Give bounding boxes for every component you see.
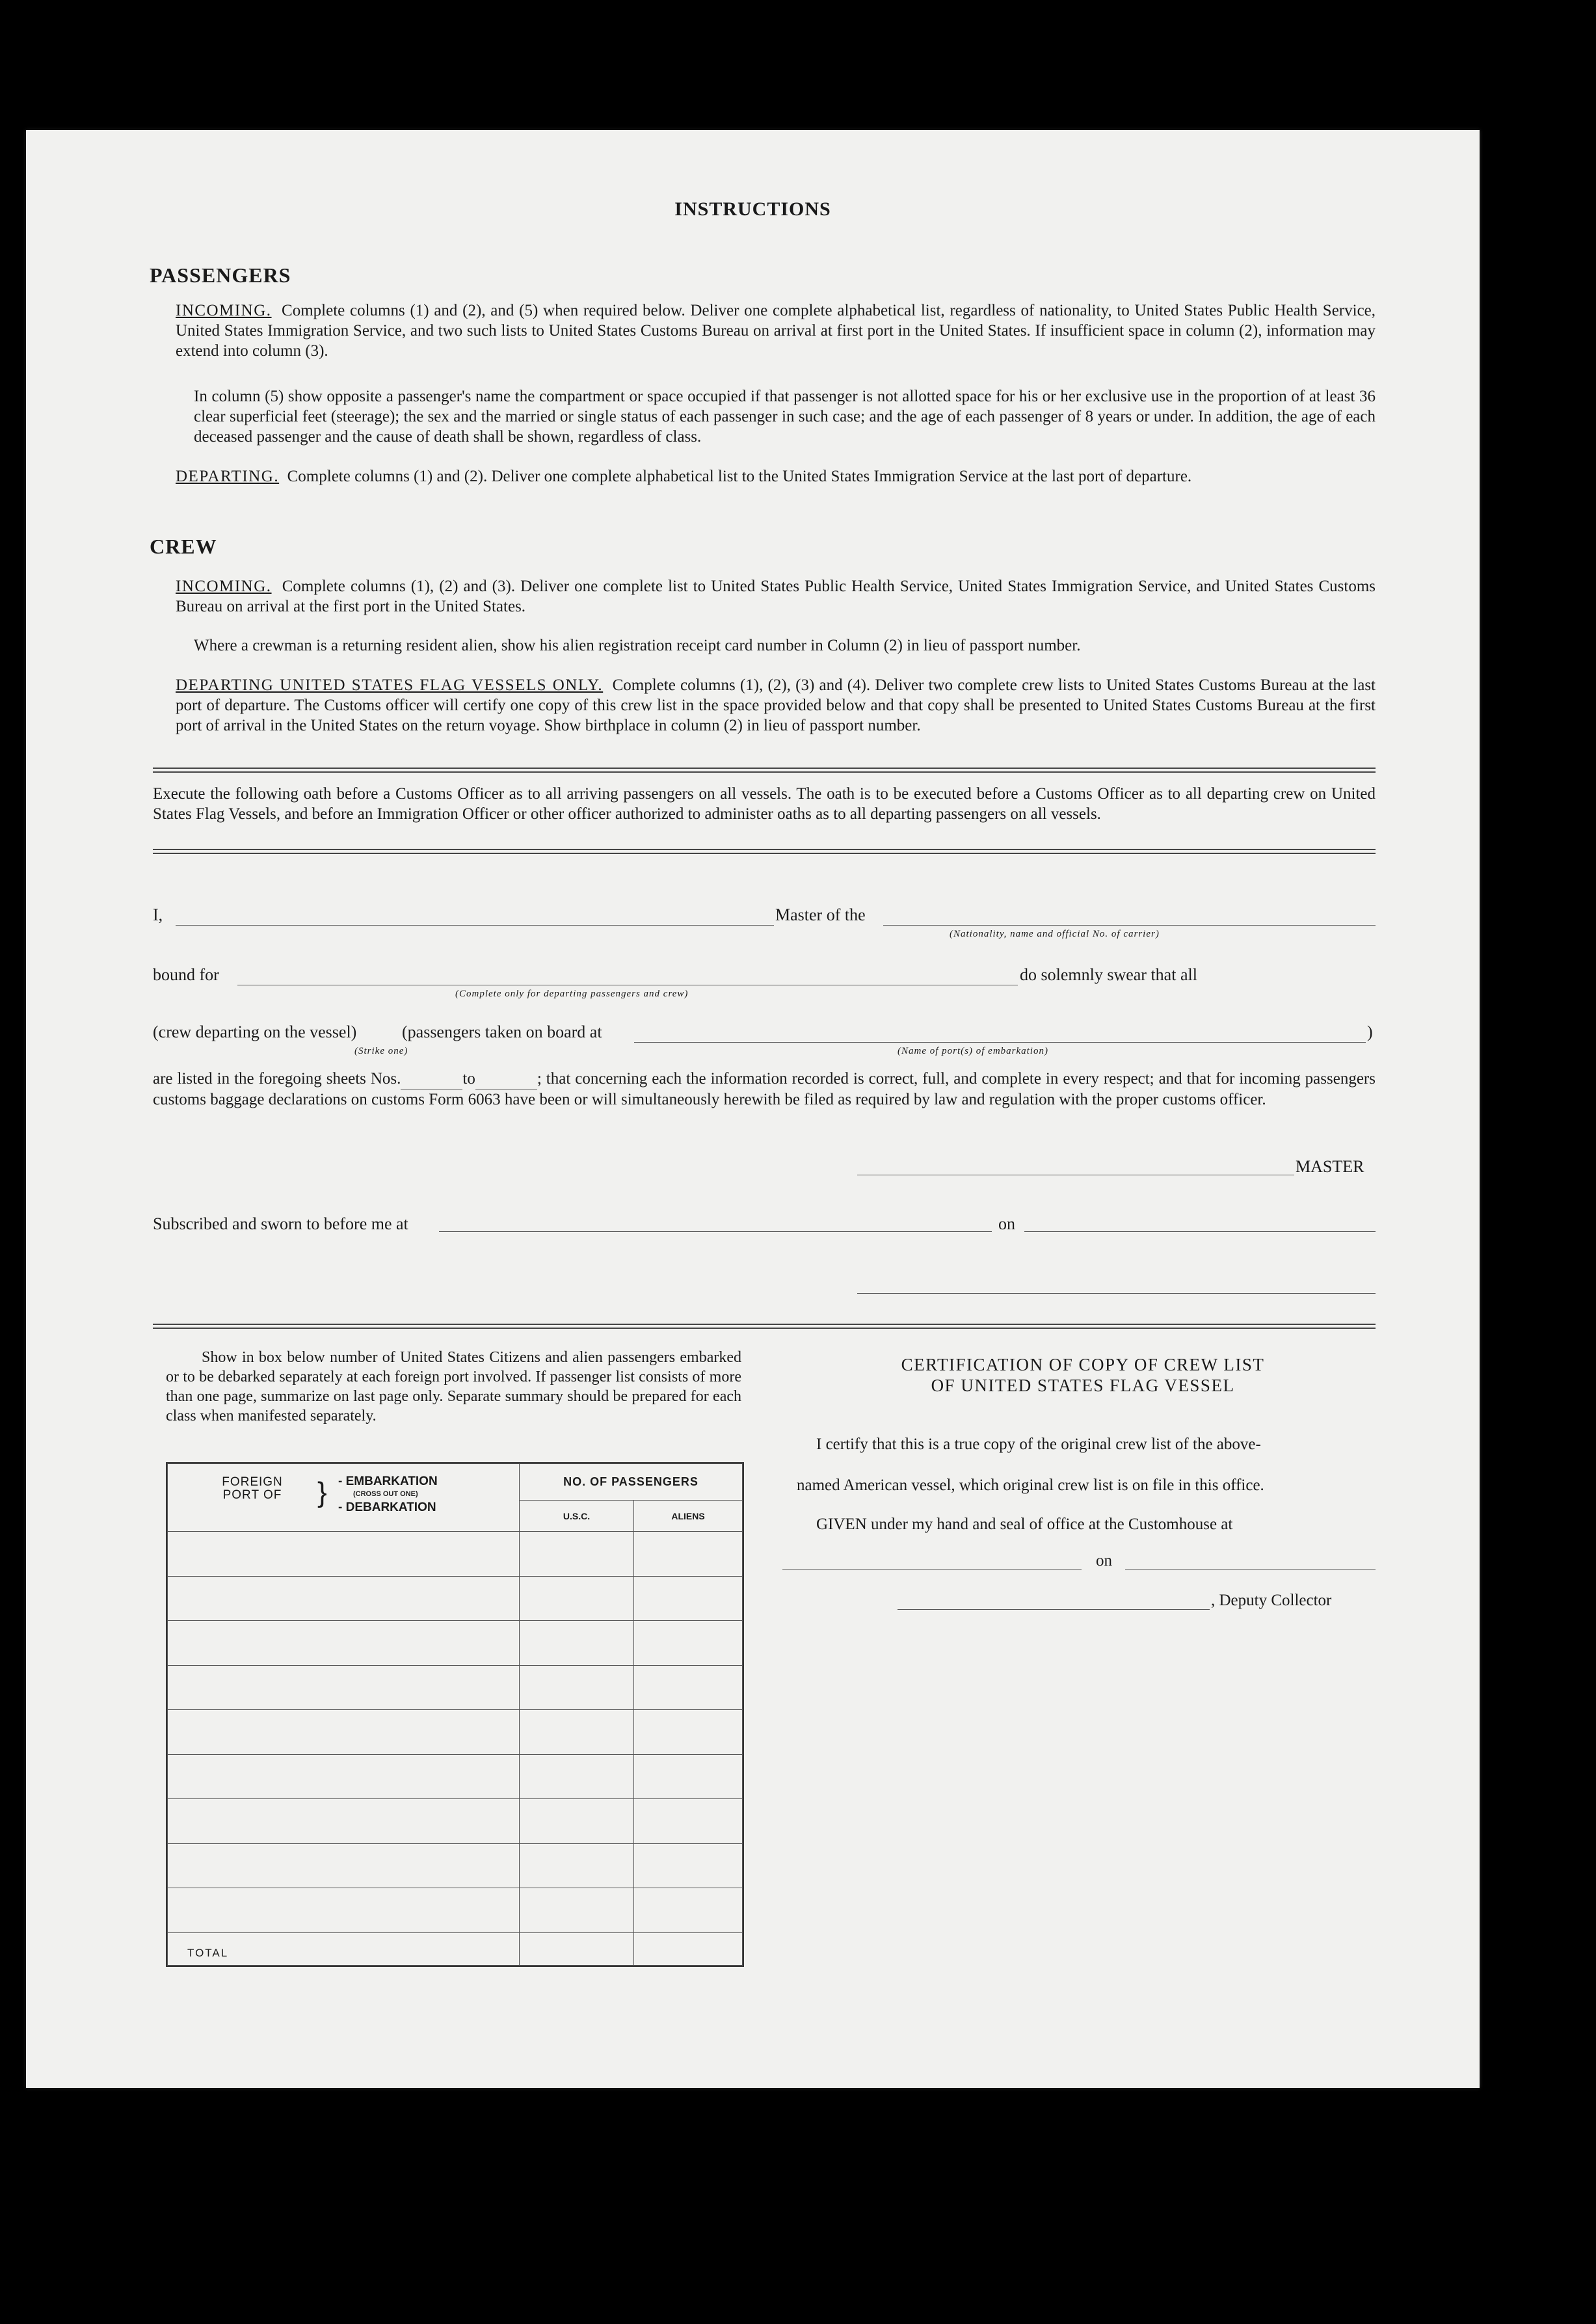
certification-heading <box>790 1354 1376 1396</box>
deputy-collector-label: , Deputy Collector <box>1211 1592 1332 1609</box>
certify-line1: I certify that this is a true copy of the original crew list of the above- <box>816 1436 1261 1453</box>
table-row <box>168 1576 743 1621</box>
passengers-count-header: NO. OF PASSENGERS <box>520 1464 743 1501</box>
table-row <box>168 1888 743 1933</box>
total-row <box>168 1933 743 1966</box>
port-cell[interactable] <box>168 1532 520 1577</box>
passengers-column5-paragraph: In column (5) show opposite a passenger's name the compartment or space occupied if that passenger is not allotted space for his or her exclusive use in the proportion of at least 36 clear superficial feet (steerage); the sex and the married or single status of each passenger in such case; and the age of each passenger of 8 years or under. In addition, the age of each deceased passenger and the cause of death shall be shown, regardless of class. <box>194 388 1376 446</box>
master-of-label: Master of the <box>775 905 866 924</box>
port-cell[interactable] <box>168 1754 520 1799</box>
passengers-incoming-text: Complete columns (1) and (2), and (5) when required below. Deliver one complete alphabetical list, regardless of nationality, to United States Public Health Service, United States Immigration Service, and two such lists to United States Customs Bureau on arrival at first port in the United States. If insufficient space in column (2), information may extend into column (3). <box>176 302 1376 360</box>
crew-heading: CREW <box>150 535 217 558</box>
close-paren: ) <box>1367 1022 1373 1041</box>
listed-sheets-remainder: ; that concerning each the information recorded is correct, full, and complete in every respect; and that for incoming passengers customs baggage declarations on customs Form 6063 have been or will simultaneously herewith be filed as required by law and regulation with the proper customs officer. <box>153 1070 1376 1108</box>
usc-header: U.S.C. <box>520 1501 634 1532</box>
aliens-cell[interactable] <box>634 1710 743 1755</box>
certification-heading-line2: OF UNITED STATES FLAG VESSEL <box>931 1376 1235 1395</box>
table-row <box>168 1665 743 1710</box>
crew-departing-lead: DEPARTING UNITED STATES FLAG VESSELS ONLY. <box>176 676 604 694</box>
usc-cell[interactable] <box>520 1710 634 1755</box>
aliens-cell[interactable] <box>634 1576 743 1621</box>
cross-out-label: (CROSS OUT ONE) <box>353 1490 418 1498</box>
table-row <box>168 1754 743 1799</box>
strike-caption: (Strike one) <box>354 1046 408 1056</box>
table-row <box>168 1799 743 1844</box>
master-label: MASTER <box>1296 1157 1364 1176</box>
port-cell[interactable] <box>168 1710 520 1755</box>
table-row <box>168 1843 743 1888</box>
sheet-to-field[interactable] <box>475 1069 537 1089</box>
port-cell[interactable] <box>168 1799 520 1844</box>
port-cell[interactable] <box>168 1576 520 1621</box>
divider-rule <box>153 849 1376 854</box>
usc-cell[interactable] <box>520 1754 634 1799</box>
aliens-cell[interactable] <box>634 1888 743 1933</box>
aliens-total-cell[interactable] <box>634 1933 743 1966</box>
passengers-taken-option[interactable]: (passengers taken on board at <box>402 1022 602 1041</box>
port-header-cell <box>168 1464 520 1532</box>
usc-total-cell[interactable] <box>520 1933 634 1966</box>
embarkation-ports-field[interactable] <box>634 1042 1366 1043</box>
certification-heading-line1: CERTIFICATION OF COPY OF CREW LIST <box>901 1355 1265 1374</box>
usc-cell[interactable] <box>520 1799 634 1844</box>
passengers-incoming-paragraph <box>176 301 1376 361</box>
aliens-cell[interactable] <box>634 1621 743 1666</box>
crew-resident-paragraph: Where a crewman is a returning resident alien, show his alien registration receipt card number in Column (2) in lieu of passport number. <box>194 637 1081 654</box>
aliens-cell[interactable] <box>634 1843 743 1888</box>
crew-departing-option[interactable]: (crew departing on the vessel) <box>153 1022 357 1041</box>
crew-departing-paragraph <box>176 675 1376 736</box>
usc-cell[interactable] <box>520 1576 634 1621</box>
certify-line3: GIVEN under my hand and seal of office at the Customhouse at <box>816 1516 1233 1533</box>
total-label: TOTAL <box>168 1933 520 1966</box>
passengers-heading: PASSENGERS <box>150 263 291 287</box>
certify-line2: named American vessel, which original crew list is on file in this office. <box>797 1476 1264 1494</box>
subscribed-label: Subscribed and sworn to before me at <box>153 1214 408 1233</box>
passenger-summary-table <box>166 1462 744 1967</box>
bound-for-label: bound for <box>153 965 219 984</box>
passengers-departing-lead: DEPARTING. <box>176 468 280 485</box>
divider-rule <box>153 1324 1376 1329</box>
sheet-from-field[interactable] <box>401 1069 462 1089</box>
master-name-field[interactable] <box>176 925 774 926</box>
brace-icon: } <box>317 1476 327 1508</box>
carrier-caption: (Nationality, name and official No. of carrier) <box>950 929 1160 939</box>
table-row <box>168 1621 743 1666</box>
debarkation-option[interactable]: - DEBARKATION <box>338 1501 436 1514</box>
aliens-cell[interactable] <box>634 1665 743 1710</box>
certify-on-label: on <box>1096 1552 1112 1569</box>
sworn-date-field[interactable] <box>1024 1231 1376 1232</box>
oath-instructions-paragraph: Execute the following oath before a Customs Officer as to all arriving passengers on all vessels. The oath is to be executed before a Customs Officer as to all departing crew on United States Flag Vessels, and before an Immigration Officer or other officer authorized to administer oaths as to all departing passengers on all vessels. <box>153 785 1376 823</box>
usc-cell[interactable] <box>520 1665 634 1710</box>
summary-grid <box>167 1463 743 1966</box>
passengers-departing-paragraph <box>176 466 1376 487</box>
crew-incoming-lead: INCOMING. <box>176 578 272 595</box>
officer-signature-field[interactable] <box>857 1293 1376 1294</box>
crew-incoming-paragraph <box>176 576 1376 617</box>
passengers-incoming-lead: INCOMING. <box>176 302 272 319</box>
aliens-cell[interactable] <box>634 1754 743 1799</box>
deputy-signature-field[interactable] <box>898 1609 1210 1610</box>
document-page <box>26 130 1480 2088</box>
embarkation-option[interactable]: - EMBARKATION <box>338 1475 438 1488</box>
foreign-port-label: FOREIGN PORT OF <box>222 1475 283 1502</box>
listed-sheets-text: are listed in the foregoing sheets Nos. <box>153 1070 401 1088</box>
port-cell[interactable] <box>168 1621 520 1666</box>
sworn-on-label: on <box>998 1214 1015 1233</box>
solemnly-swear-label: do solemnly swear that all <box>1020 965 1197 984</box>
summary-instructions: Show in box below number of United States Citizens and alien passengers embarked or to be debarked separately at each foreign port involved. If passenger list consists of more than one page, summarize on last page only. Separate summary should be prepared for each class when manifested separately. <box>166 1349 741 1424</box>
bound-for-caption: (Complete only for departing passengers and crew) <box>455 989 689 999</box>
table-row <box>168 1710 743 1755</box>
carrier-field[interactable] <box>883 925 1376 926</box>
port-cell[interactable] <box>168 1665 520 1710</box>
port-cell[interactable] <box>168 1843 520 1888</box>
ports-caption: (Name of port(s) of embarkation) <box>898 1046 1048 1056</box>
divider-rule <box>153 768 1376 773</box>
aliens-cell[interactable] <box>634 1532 743 1577</box>
crew-departing-text: Complete columns (1), (2), (3) and (4). Deliver two complete crew lists to United States Customs Bureau at the last port of departure. The Customs officer will certify one copy of this crew list in the space provided below and that copy shall be presented to United States Customs Bureau at the first port of arrival in the United States on the return voyage. Show birthplace in column (2) in lieu of passport number. <box>176 676 1376 734</box>
usc-cell[interactable] <box>520 1621 634 1666</box>
port-cell[interactable] <box>168 1888 520 1933</box>
aliens-cell[interactable] <box>634 1799 743 1844</box>
listed-to-label: to <box>462 1070 475 1088</box>
page-title: INSTRUCTIONS <box>674 198 831 220</box>
passengers-departing-text: Complete columns (1) and (2). Deliver one complete alphabetical list to the United States Immigration Service at the last port of departure. <box>287 468 1192 485</box>
usc-cell[interactable] <box>520 1532 634 1577</box>
listed-sheets-paragraph <box>153 1069 1376 1110</box>
usc-cell[interactable] <box>520 1888 634 1933</box>
crew-incoming-text: Complete columns (1), (2) and (3). Deliver one complete list to United States Public Health Service, United States Immigration Service, and United States Customs Bureau on arrival at the first port in the United States. <box>176 578 1376 615</box>
aliens-header: ALIENS <box>634 1501 743 1532</box>
table-row <box>168 1532 743 1577</box>
oath-i-label: I, <box>153 905 163 924</box>
sworn-location-field[interactable] <box>439 1231 992 1232</box>
usc-cell[interactable] <box>520 1843 634 1888</box>
